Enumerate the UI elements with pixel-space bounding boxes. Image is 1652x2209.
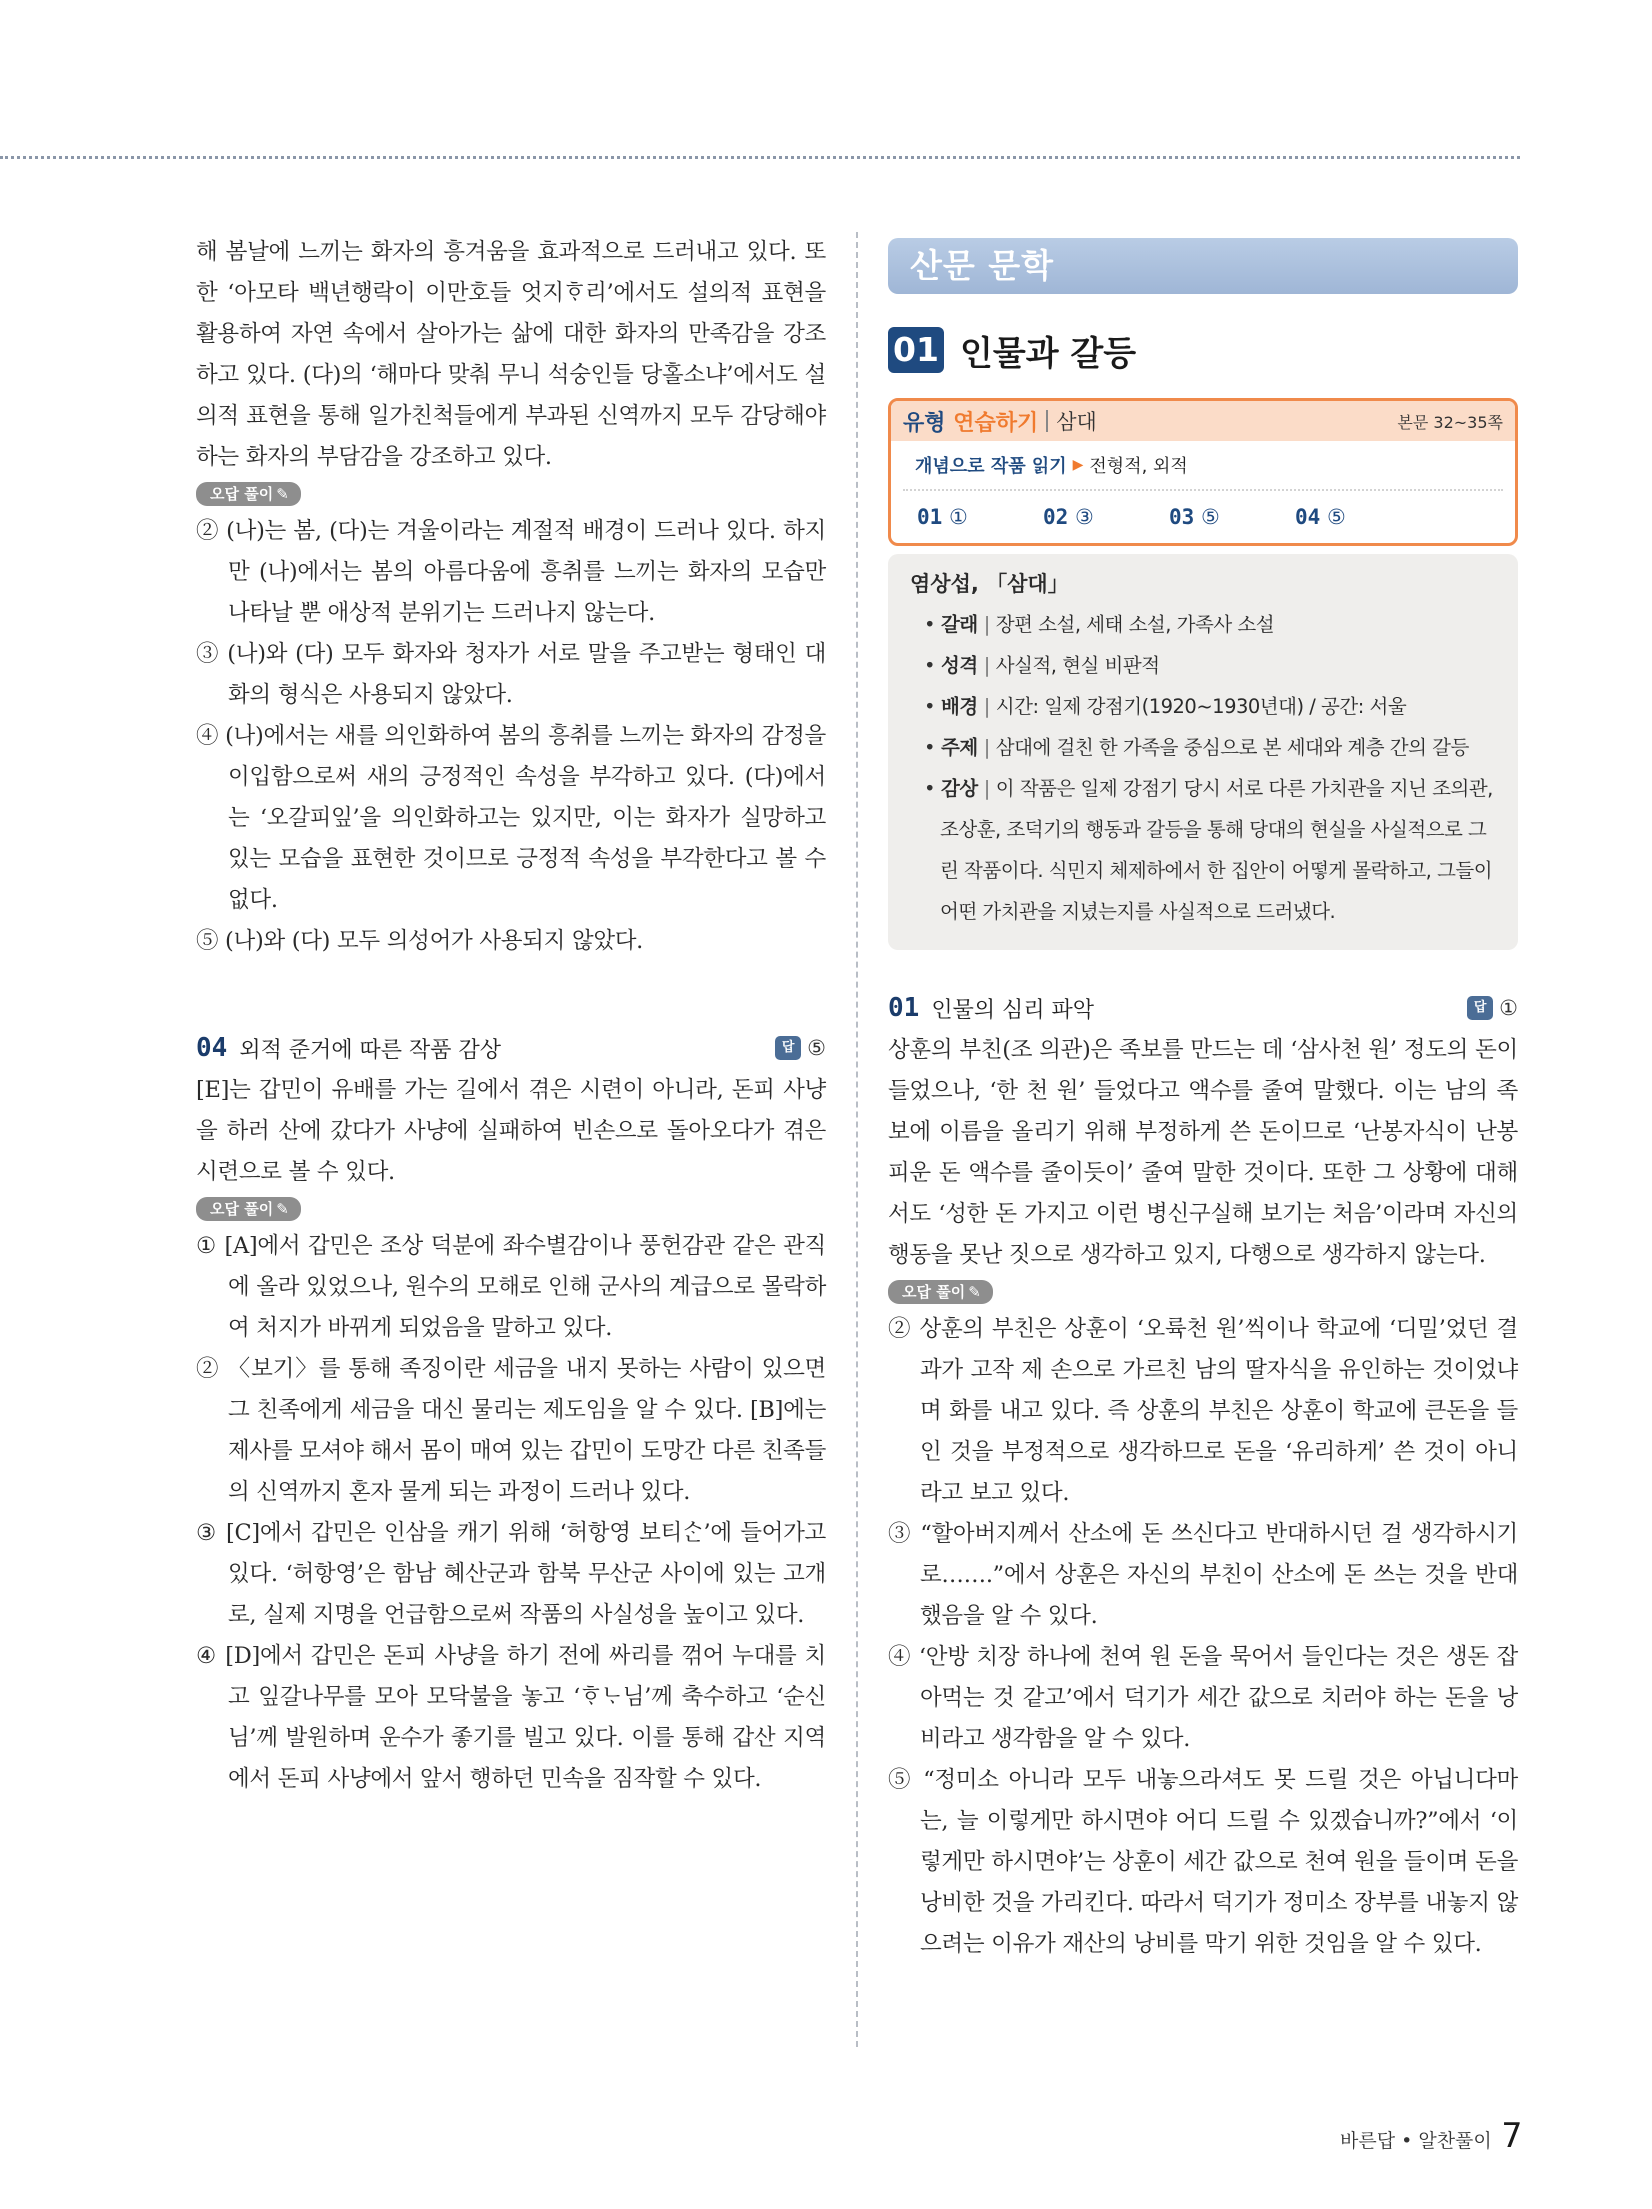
option-item: ③ (나)와 (다) 모두 화자와 청자가 서로 말을 주고받는 형태인 대화의 형식은 사용되지 않았다. — [196, 641, 826, 708]
answer-icon: 답 — [775, 1036, 801, 1060]
answer-value: ⑤ — [807, 1036, 826, 1060]
option-item: ① [A]에서 갑민은 조상 덕분에 좌수별감이나 풍헌감관 같은 관직에 올라 있었으나, 원수의 모해로 인해 군사의 계급으로 몰락하여 처지가 바뀌게 되었음을 말하고 있다. — [196, 1233, 826, 1341]
work-info-item: • 감상 | 이 작품은 일제 강점기 당시 서로 다른 가치관을 지닌 조의관, 조상훈, 조덕기의 행동과 갈등을 통해 당대의 현실을 사실적으로 그린 작품이다. 식민지 체제하에서 한 집안이 어떻게 몰락하고, 그들이 어떤 가치관을 지녔는지를 사실적으로 드러냈다. — [924, 777, 1493, 923]
page-reference: 본문 32~35쪽 — [1397, 412, 1503, 432]
work-info-box — [888, 554, 1518, 950]
option-item: ⑤ “정미소 아니라 모두 내놓으라셔도 못 드릴 것은 아닙니다마는, 늘 이렇게만 하시면야 어디 드릴 수 있겠습니까?”에서 ‘이렇게만 하시면야’는 상훈이 세간 값으로 천여 원을 들이며 돈을 낭비한 것을 가리킨다. 따라서 덕기가 정미소 장부를 내놓지 않으려는 이유가 재산의 낭비를 막기 위한 것임을 알 수 있다. — [888, 1767, 1518, 1957]
work-info-item: • 갈래 | 장편 소설, 세태 소설, 가족사 소설 — [924, 613, 1275, 636]
answer-item: 04 ⑤ — [1295, 505, 1346, 529]
concept-value: 전형적, 외적 — [1089, 456, 1188, 477]
wrong-answer-badge: 오답 풀이 ✎ — [196, 482, 301, 506]
wrong-answer-badge: 오답 풀이 ✎ — [196, 1197, 301, 1221]
practice-title: 유형 연습하기 — [903, 410, 1039, 436]
right-column — [888, 238, 1518, 1965]
chapter-number: 01 — [888, 327, 944, 373]
answer-icon: 답 — [1467, 996, 1493, 1020]
option-item: ② 〈보기〉를 통해 족징이란 세금을 내지 못하는 사람이 있으면 그 친족에게 세금을 대신 물리는 제도임을 알 수 있다. [B]에는 제사를 모셔야 해서 몸이 매여 있는 갑민이 도망간 다른 친족들의 신역까지 혼자 물게 되는 과정이 드러나 있다. — [196, 1356, 826, 1505]
answer-item: 01 ① — [917, 505, 968, 529]
concept-row — [903, 441, 1503, 491]
option-item: ③ “할아버지께서 산소에 돈 쓰신다고 반대하시던 걸 생각하시기로…….”에서 상훈은 자신의 부친이 산소에 돈 쓰는 것을 반대했음을 알 수 있다. — [888, 1521, 1518, 1629]
pencil-icon: ✎ — [276, 485, 289, 503]
question-title: 인물의 심리 파악 — [931, 997, 1095, 1023]
question-01-header — [888, 986, 1518, 1030]
question-04-explanation: [E]는 갑민이 유배를 가는 길에서 겪은 시련이 아니라, 돈피 사냥을 하러 산에 갔다가 사냥에 실패하여 빈손으로 돌아오다가 겪은 시련으로 볼 수 있다. — [196, 1077, 826, 1185]
page-footer — [1340, 2116, 1522, 2156]
intro-paragraph: 해 봄날에 느끼는 화자의 흥겨움을 효과적으로 드러내고 있다. 또한 ‘아모타 백년행락이 이만호들 엇지ᄒᆞ리’에서도 설의적 표현을 활용하여 자연 속에서 살아가는 삶에 대한 화자의 만족감을 강조하고 있다. (다)의 ‘해마다 맞춰 무니 석숭인들 당홀소냐’에서도 설의적 표현을 통해 일가친척들에게 부과된 신역까지 모두 감당해야 하는 화자의 부담감을 강조하고 있다. — [196, 239, 826, 470]
work-info-item: • 주제 | 삼대에 걸친 한 가족을 중심으로 본 세대와 계층 간의 갈등 — [924, 736, 1469, 759]
option-item: ④ [D]에서 갑민은 돈피 사냥을 하기 전에 싸리를 꺾어 누대를 치고 잎갈나무를 모아 모닥불을 놓고 ‘ᄒᆞᄂᆞ님’께 축수하고 ‘순신님’께 발원하며 운수가 좋기를 빌고 있다. 이를 통해 갑산 지역에서 돈피 사냥에서 앞서 행하던 민속을 짐작할 수 있다. — [196, 1643, 826, 1792]
section-banner: 산문 문학 — [888, 238, 1518, 294]
chapter-heading — [888, 324, 1518, 376]
answer-key — [775, 1036, 826, 1060]
work-info-item: • 성격 | 사실적, 현실 비판적 — [924, 654, 1160, 677]
answer-item: 03 ⑤ — [1169, 505, 1220, 529]
answer-key — [1467, 996, 1518, 1020]
option-item: ③ [C]에서 갑민은 인삼을 캐기 위해 ‘허항영 보티ᄉᆞᆫ’에 들어가고 있다. ‘허항영’은 함남 혜산군과 함북 무산군 사이에 있는 고개로, 실제 지명을 언급함으로써 작품의 사실성을 높이고 있다. — [196, 1520, 826, 1628]
answer-value: ① — [1499, 996, 1518, 1020]
practice-box — [888, 398, 1518, 546]
pencil-icon: ✎ — [968, 1283, 981, 1301]
question-01-explanation: 상훈의 부친(조 의관)은 족보를 만드는 데 ‘삼사천 원’ 정도의 돈이 들었으나, ‘한 천 원’ 들었다고 액수를 줄여 말했다. 이는 남의 족보에 이름을 올리기 위해 부정하게 쓴 돈이므로 ‘난봉자식이 난봉 피운 돈 액수를 줄이듯이’ 줄여 말한 것이다. 또한 그 상황에 대해서도 ‘성한 돈 가지고 이런 병신구실해 보기는 처음’이라며 자신의 행동을 못난 짓으로 생각하고 있지, 다행으로 생각하지 않는다. — [888, 1037, 1518, 1268]
option-item: ② 상훈의 부친은 상훈이 ‘오륙천 원’씩이나 학교에 ‘디밀’었던 결과가 고작 제 손으로 가르친 남의 딸자식을 유인하는 것이었냐며 화를 내고 있다. 즉 상훈의 부친은 상훈이 학교에 큰돈을 들인 것을 부정적으로 생각하므로 돈을 ‘유리하게’ 쓴 것이 아니라고 보고 있다. — [888, 1316, 1518, 1506]
top-dotted-rule — [0, 156, 1520, 159]
option-item: ④ ‘안방 치장 하나에 천여 원 돈을 묵어서 들인다는 것은 생돈 잡아먹는 것 같고’에서 덕기가 세간 값으로 치러야 하는 돈을 낭비라고 생각함을 알 수 있다. — [888, 1644, 1518, 1752]
question-number: 01 — [888, 993, 920, 1023]
chapter-title: 인물과 갈등 — [960, 333, 1137, 374]
answer-list — [891, 491, 1515, 543]
page-number: 7 — [1501, 2116, 1523, 2156]
practice-box-header — [891, 401, 1515, 441]
triangle-right-icon: ▶ — [1072, 457, 1084, 473]
work-info-title: 염상섭, 「삼대」 — [910, 572, 1069, 596]
option-item: ⑤ (나)와 (다) 모두 의성어가 사용되지 않았다. — [196, 928, 644, 954]
concept-label: 개념으로 작품 읽기 — [915, 456, 1067, 477]
question-04-header — [196, 1026, 826, 1070]
left-column — [196, 232, 826, 1800]
question-number: 04 — [196, 1033, 228, 1063]
footer-text: 바른답 • 알찬풀이 — [1340, 2130, 1492, 2152]
column-divider — [856, 232, 858, 2047]
pencil-icon: ✎ — [276, 1200, 289, 1218]
question-title: 외적 준거에 따른 작품 감상 — [239, 1037, 502, 1063]
option-item: ④ (나)에서는 새를 의인화하여 봄의 흥취를 느끼는 화자의 감정을 이입함으로써 새의 긍정적인 속성을 부각하고 있다. (다)에서는 ‘오갈피잎’을 의인화하고는 있지만, 이는 화자가 실망하고 있는 모습을 표현한 것이므로 긍정적 속성을 부각한다고 볼 수 없다. — [196, 723, 826, 913]
wrong-answer-badge: 오답 풀이 ✎ — [888, 1280, 993, 1304]
divider — [1046, 410, 1048, 432]
work-info-item: • 배경 | 시간: 일제 강점기(1920~1930년대) / 공간: 서울 — [924, 695, 1407, 718]
answer-item: 02 ③ — [1043, 505, 1094, 529]
option-item: ② (나)는 봄, (다)는 겨울이라는 계절적 배경이 드러나 있다. 하지만 (나)에서는 봄의 아름다움에 흥취를 느끼는 화자의 모습만 나타날 뿐 애상적 분위기는 드러나지 않는다. — [196, 518, 826, 626]
practice-work-name: 삼대 — [1056, 410, 1097, 434]
